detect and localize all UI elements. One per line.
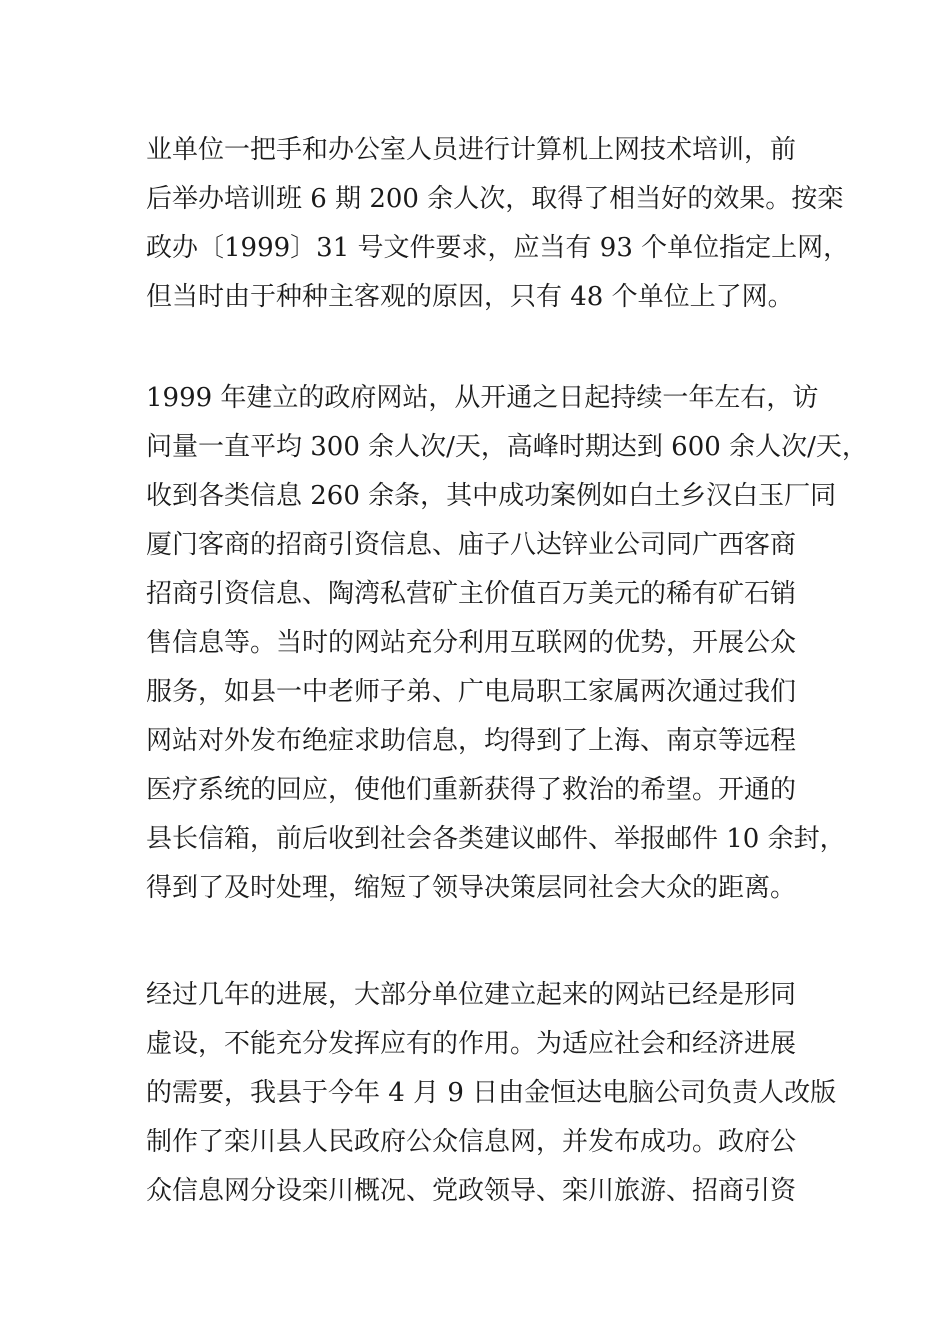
paragraph-1 [146, 126, 850, 322]
text-line: 经过几年的进展，大部分单位建立起来的网站已经是形同 [146, 980, 797, 1010]
text-line: 制作了栾川县人民政府公众信息网，并发布成功。政府公 [146, 1127, 797, 1157]
text-line: 后举办培训班 6 期 200 余人次，取得了相当好的效果。按栾 [146, 184, 844, 214]
text-line: 得到了及时处理，缩短了领导决策层同社会大众的距离。 [146, 873, 797, 903]
text-line: 业单位一把手和办公室人员进行计算机上网技术培训，前 [146, 135, 797, 165]
text-line: 售信息等。当时的网站充分利用互联网的优势，开展公众 [146, 628, 797, 658]
text-line: 医疗系统的回应，使他们重新获得了救治的希望。开通的 [146, 775, 797, 805]
text-line: 虚设，不能充分发挥应有的作用。为适应社会和经济进展 [146, 1029, 797, 1059]
paragraph-2 [146, 374, 868, 913]
text-line: 但当时由于种种主客观的原因，只有 48 个单位上了网。 [146, 282, 794, 312]
text-line: 问量一直平均 300 余人次/天，高峰时期达到 600 余人次/天， [146, 432, 868, 462]
text-line: 网站对外发布绝症求助信息，均得到了上海、南京等远程 [146, 726, 797, 756]
text-line: 服务，如县一中老师子弟、广电局职工家属两次通过我们 [146, 677, 797, 707]
text-line: 招商引资信息、陶湾私营矿主价值百万美元的稀有矿石销 [146, 579, 797, 609]
text-line: 县长信箱，前后收到社会各类建议邮件、举报邮件 10 余封， [146, 824, 846, 854]
text-line: 众信息网分设栾川概况、党政领导、栾川旅游、招商引资 [146, 1176, 797, 1206]
text-line: 1999 年建立的政府网站，从开通之日起持续一年左右，访 [146, 383, 819, 413]
text-line: 收到各类信息 260 余条，其中成功案例如白土乡汉白玉厂同 [146, 481, 837, 511]
text-line: 厦门客商的招商引资信息、庙子八达锌业公司同广西客商 [146, 530, 797, 560]
paragraph-3 [146, 971, 837, 1216]
text-line: 政办〔1999〕31 号文件要求，应当有 93 个单位指定上网， [146, 233, 850, 263]
text-line: 的需要，我县于今年 4 月 9 日由金恒达电脑公司负责人改版 [146, 1078, 837, 1108]
